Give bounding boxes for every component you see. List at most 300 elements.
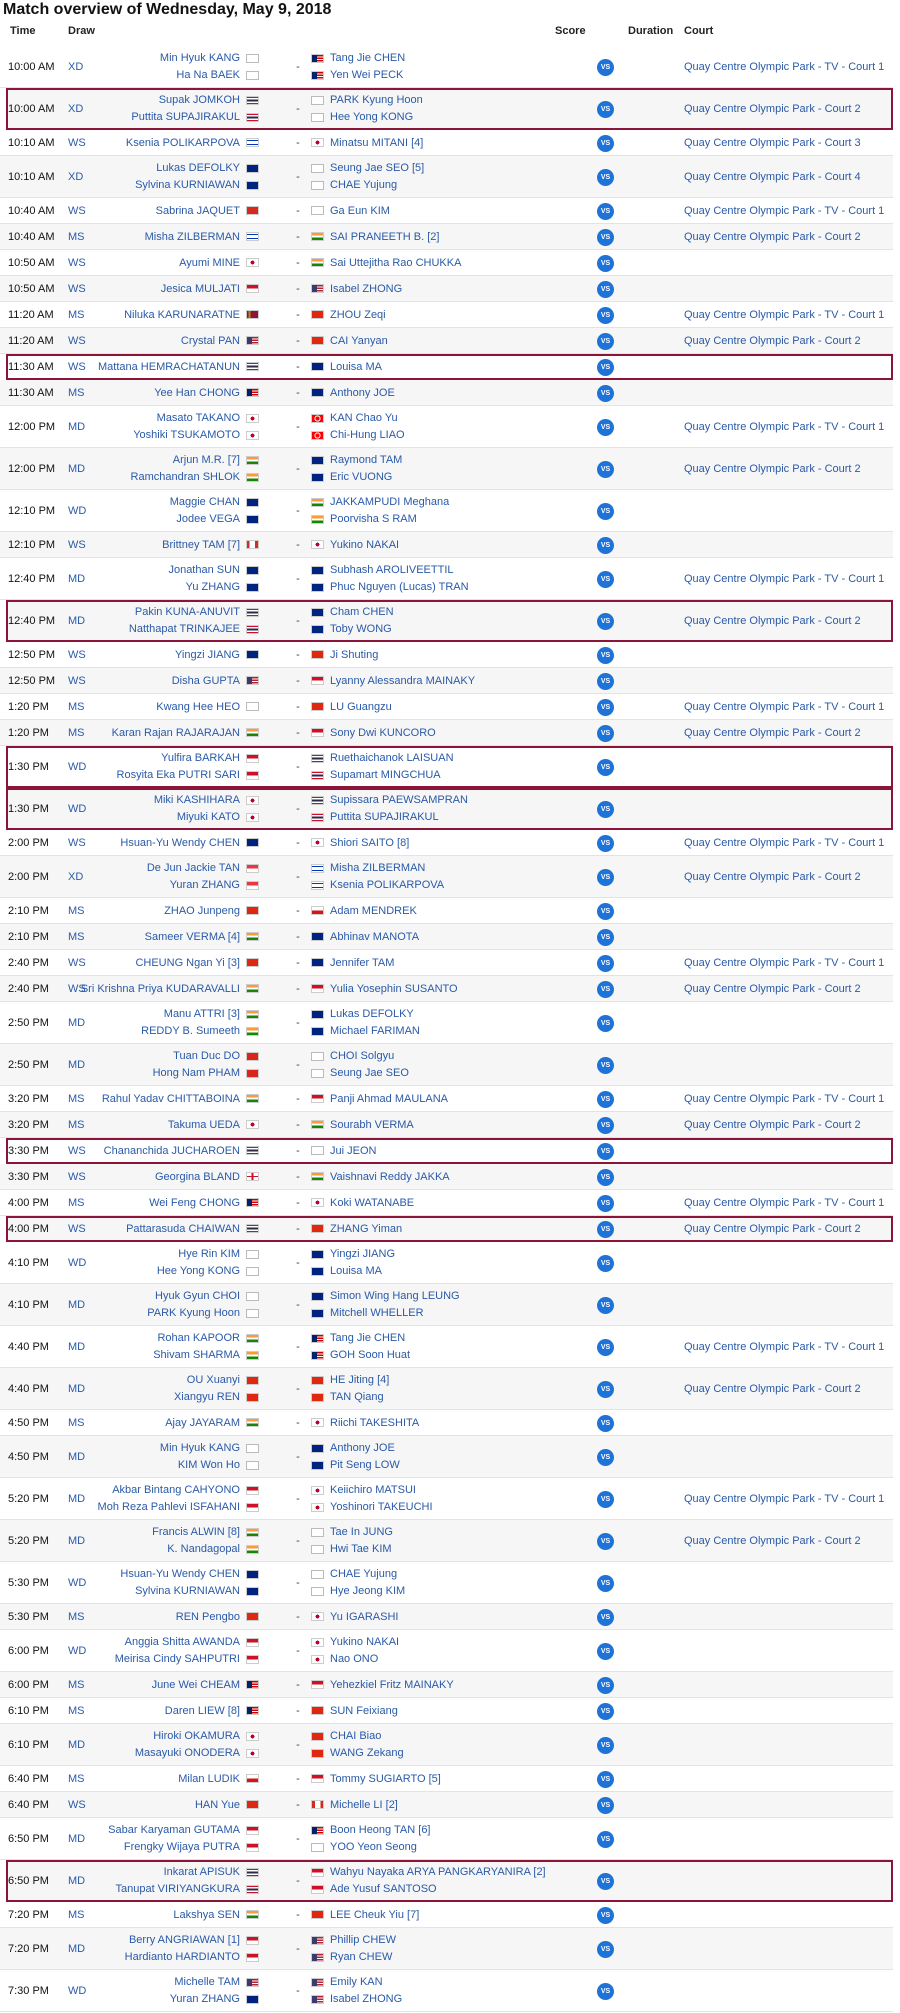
draw-link[interactable]: XD [68,170,84,183]
table-row[interactable] [0,1326,893,1368]
vs-icon[interactable]: VS [597,1873,614,1890]
draw-link[interactable]: MS [68,700,85,713]
vs-icon[interactable]: VS [597,333,614,350]
player-name-link[interactable]: Sony Dwi KUNCORO [330,726,436,739]
vs-icon[interactable]: VS [597,135,614,152]
player-name-link[interactable]: Michelle LI [2] [330,1798,398,1811]
vs-icon[interactable]: VS [597,1771,614,1788]
player-name-link[interactable]: TAN Qiang [330,1391,384,1403]
player-name-link[interactable]: Shiori SAITO [8] [330,836,410,849]
table-row[interactable] [0,720,893,746]
vs-icon[interactable]: VS [597,1797,614,1814]
draw-link[interactable]: WD [68,1644,87,1657]
player-name-link[interactable]: Francis ALWIN [8] [152,1526,240,1538]
player-name-link[interactable]: Tanupat VIRIYANGKURA [115,1883,240,1895]
player-name-link[interactable]: SAI PRANEETH B. [2] [330,230,440,243]
table-row[interactable] [0,1520,893,1562]
player-name-link[interactable]: Tang Jie CHEN [330,52,406,64]
player-name-link[interactable]: Adam MENDREK [330,904,417,917]
player-name-link[interactable]: Hee Yong KONG [330,111,414,123]
draw-link[interactable]: WD [68,760,87,773]
table-row[interactable] [0,1002,893,1044]
player-name-link[interactable]: Tommy SUGIARTO [5] [330,1772,441,1785]
player-name-link[interactable]: Keiichiro MATSUI [330,1484,416,1496]
player-name-link[interactable]: Abhinav MANOTA [330,930,420,943]
court-link[interactable]: Quay Centre Olympic Park - TV - Court 1 [684,1492,885,1505]
draw-link[interactable]: WS [68,674,86,687]
player-name-link[interactable]: Chananchida JUCHAROEN [103,1144,240,1157]
player-name-link[interactable]: Yukino NAKAI [330,1636,400,1648]
player-name-link[interactable]: Ajay JAYARAM [165,1416,240,1429]
player-name-link[interactable]: Seung Jae SEO [330,1067,409,1079]
player-name-link[interactable]: Rohan KAPOOR [157,1332,240,1344]
player-name-link[interactable]: Milan LUDIK [178,1772,240,1785]
player-name-link[interactable]: Yulfira BARKAH [161,752,240,764]
vs-icon[interactable]: VS [597,1381,614,1398]
vs-icon[interactable]: VS [597,613,614,630]
player-name-link[interactable]: Tuan Duc DO [173,1050,240,1062]
vs-icon[interactable]: VS [597,1983,614,2000]
player-name-link[interactable]: LU Guangzu [330,700,392,713]
draw-link[interactable]: MD [68,1340,86,1353]
table-row[interactable] [0,976,893,1002]
court-link[interactable]: Quay Centre Olympic Park - Court 2 [684,1534,861,1547]
player-name-link[interactable]: Chi-Hung LIAO [330,429,405,441]
court-link[interactable]: Quay Centre Olympic Park - Court 2 [684,870,861,883]
player-name-link[interactable]: Jennifer TAM [330,956,395,969]
player-name-link[interactable]: Hee Yong KONG [156,1265,240,1277]
player-name-link[interactable]: Wahyu Nayaka ARYA PANGKARYANIRA [2] [330,1866,546,1878]
vs-icon[interactable]: VS [597,101,614,118]
draw-link[interactable]: WS [68,956,86,969]
player-name-link[interactable]: Hye Rin KIM [178,1248,240,1260]
table-row[interactable] [0,276,893,302]
table-row[interactable] [0,250,893,276]
table-row[interactable] [0,1698,893,1724]
player-name-link[interactable]: Karan Rajan RAJARAJAN [111,726,240,739]
court-link[interactable]: Quay Centre Olympic Park - Court 2 [684,1382,861,1395]
table-row[interactable] [0,1478,893,1520]
player-name-link[interactable]: Lukas DEFOLKY [330,1008,414,1020]
player-name-link[interactable]: PARK Kyung Hoon [147,1307,240,1319]
table-row[interactable] [0,1562,893,1604]
draw-link[interactable]: MD [68,572,86,585]
table-row-highlighted[interactable] [6,600,893,642]
player-name-link[interactable]: Ade Yusuf SANTOSO [330,1883,437,1895]
draw-link[interactable]: MD [68,614,86,627]
draw-link[interactable]: WS [68,1144,86,1157]
player-name-link[interactable]: Akbar Bintang CAHYONO [112,1484,240,1496]
player-name-link[interactable]: Raymond TAM [330,454,403,466]
player-name-link[interactable]: Maggie CHAN [169,496,240,508]
table-row[interactable] [0,198,893,224]
player-name-link[interactable]: Yukino NAKAI [330,538,400,551]
draw-link[interactable]: XD [68,870,84,883]
vs-icon[interactable]: VS [597,1677,614,1694]
table-row[interactable] [0,1368,893,1410]
player-name-link[interactable]: Ga Eun KIM [330,204,390,217]
vs-icon[interactable]: VS [597,1575,614,1592]
player-name-link[interactable]: Jesica MULJATI [160,282,240,295]
court-link[interactable]: Quay Centre Olympic Park - TV - Court 1 [684,700,885,713]
player-name-link[interactable]: Yoshinori TAKEUCHI [330,1501,433,1513]
player-name-link[interactable]: Masato TAKANO [156,412,240,424]
vs-icon[interactable]: VS [597,1339,614,1356]
table-row[interactable] [0,380,893,406]
player-name-link[interactable]: Disha GUPTA [171,674,240,687]
player-name-link[interactable]: K. Nandagopal [167,1543,240,1555]
player-name-link[interactable]: GOH Soon Huat [330,1349,411,1361]
vs-icon[interactable]: VS [597,1415,614,1432]
player-name-link[interactable]: Tang Jie CHEN [330,1332,406,1344]
player-name-link[interactable]: CHAI Biao [330,1730,382,1742]
table-row-highlighted[interactable] [6,746,893,788]
player-name-link[interactable]: Takuma UEDA [167,1118,240,1131]
draw-link[interactable]: MD [68,462,86,475]
table-row[interactable] [0,448,893,490]
player-name-link[interactable]: Xiangyu REN [173,1391,240,1403]
draw-link[interactable]: WS [68,538,86,551]
vs-icon[interactable]: VS [597,307,614,324]
table-row[interactable] [0,1928,893,1970]
draw-link[interactable]: WS [68,1222,86,1235]
player-name-link[interactable]: Hye Jeong KIM [330,1585,406,1597]
vs-icon[interactable]: VS [597,647,614,664]
player-name-link[interactable]: Anggia Shitta AWANDA [124,1636,240,1648]
vs-icon[interactable]: VS [597,903,614,920]
player-name-link[interactable]: KIM Won Ho [177,1459,240,1471]
table-row[interactable] [0,1410,893,1436]
player-name-link[interactable]: HE Jiting [4] [330,1374,390,1386]
vs-icon[interactable]: VS [597,1057,614,1074]
vs-icon[interactable]: VS [597,359,614,376]
player-name-link[interactable]: Sri Krishna Priya KUDARAVALLI [80,982,240,995]
court-link[interactable]: Quay Centre Olympic Park - Court 2 [684,230,861,243]
player-name-link[interactable]: Arjun M.R. [7] [172,454,240,466]
player-name-link[interactable]: Lyanny Alessandra MAINAKY [330,674,476,687]
draw-link[interactable]: XD [68,60,84,73]
vs-icon[interactable]: VS [597,1221,614,1238]
player-name-link[interactable]: OU Xuanyi [186,1374,240,1386]
player-name-link[interactable]: Lukas DEFOLKY [156,162,240,174]
vs-icon[interactable]: VS [597,1491,614,1508]
court-link[interactable]: Quay Centre Olympic Park - Court 2 [684,102,861,115]
draw-link[interactable]: MS [68,1678,85,1691]
table-row[interactable] [0,830,893,856]
court-link[interactable]: Quay Centre Olympic Park - TV - Court 1 [684,1196,885,1209]
table-row[interactable] [0,406,893,448]
draw-link[interactable]: MS [68,1704,85,1717]
player-name-link[interactable]: LEE Cheuk Yiu [7] [330,1908,420,1921]
vs-icon[interactable]: VS [597,869,614,886]
vs-icon[interactable]: VS [597,1117,614,1134]
player-name-link[interactable]: Sylvina KURNIAWAN [135,1585,240,1597]
player-name-link[interactable]: CHAE Yujung [330,1568,398,1580]
player-name-link[interactable]: Isabel ZHONG [330,282,403,295]
player-name-link[interactable]: Crystal PAN [180,334,240,347]
player-name-link[interactable]: Georgina BLAND [155,1170,240,1183]
player-name-link[interactable]: CHEUNG Ngan Yi [3] [135,956,240,969]
vs-icon[interactable]: VS [597,229,614,246]
draw-link[interactable]: MD [68,1534,86,1547]
vs-icon[interactable]: VS [597,1255,614,1272]
draw-link[interactable]: WD [68,1256,87,1269]
player-name-link[interactable]: Yingzi JIANG [174,648,240,661]
player-name-link[interactable]: Panji Ahmad MAULANA [330,1092,448,1105]
draw-link[interactable]: WS [68,982,86,995]
draw-link[interactable]: MS [68,308,85,321]
player-name-link[interactable]: Ksenia POLIKARPOVA [330,879,445,891]
player-name-link[interactable]: Vaishnavi Reddy JAKKA [330,1170,450,1183]
court-link[interactable]: Quay Centre Olympic Park - Court 3 [684,136,861,149]
draw-link[interactable]: WS [68,334,86,347]
draw-link[interactable]: WD [68,504,87,517]
player-name-link[interactable]: Seung Jae SEO [5] [330,162,425,174]
player-name-link[interactable]: Yoshiki TSUKAMOTO [133,429,240,441]
court-link[interactable]: Quay Centre Olympic Park - TV - Court 1 [684,308,885,321]
draw-link[interactable]: WS [68,1798,86,1811]
player-name-link[interactable]: Brittney TAM [7] [162,538,240,551]
draw-link[interactable]: WD [68,802,87,815]
player-name-link[interactable]: Anthony JOE [330,1442,395,1454]
table-row-highlighted[interactable] [6,88,893,130]
player-name-link[interactable]: Toby WONG [330,623,392,635]
table-row[interactable] [0,1436,893,1478]
draw-link[interactable]: MD [68,1738,86,1751]
vs-icon[interactable]: VS [597,1297,614,1314]
vs-icon[interactable]: VS [597,929,614,946]
player-name-link[interactable]: Isabel ZHONG [330,1993,403,2005]
player-name-link[interactable]: Tae In JUNG [330,1526,393,1538]
player-name-link[interactable]: Miki KASHIHARA [153,794,240,806]
table-row[interactable] [0,1818,893,1860]
table-row[interactable] [0,1724,893,1766]
player-name-link[interactable]: Hiroki OKAMURA [153,1730,240,1742]
player-name-link[interactable]: Subhash AROLIVEETTIL [330,564,454,576]
player-name-link[interactable]: Supissara PAEWSAMPRAN [330,794,468,806]
player-name-link[interactable]: Rahul Yadav CHITTABOINA [101,1092,240,1105]
player-name-link[interactable]: Yuran ZHANG [169,1993,240,2005]
draw-link[interactable]: MS [68,1610,85,1623]
player-name-link[interactable]: Jonathan SUN [168,564,240,576]
table-row[interactable] [0,302,893,328]
vs-icon[interactable]: VS [597,503,614,520]
court-link[interactable]: Quay Centre Olympic Park - TV - Court 1 [684,420,885,433]
vs-icon[interactable]: VS [597,1609,614,1626]
table-row[interactable] [0,1242,893,1284]
table-row[interactable] [0,532,893,558]
player-name-link[interactable]: Yee Han CHONG [154,386,240,399]
vs-icon[interactable]: VS [597,571,614,588]
player-name-link[interactable]: Anthony JOE [330,386,395,399]
player-name-link[interactable]: Michael FARIMAN [330,1025,420,1037]
court-link[interactable]: Quay Centre Olympic Park - Court 2 [684,982,861,995]
player-name-link[interactable]: PARK Kyung Hoon [330,94,423,106]
player-name-link[interactable]: Masayuki ONODERA [134,1747,240,1759]
table-row[interactable] [0,1044,893,1086]
draw-link[interactable]: MD [68,420,86,433]
vs-icon[interactable]: VS [597,1703,614,1720]
player-name-link[interactable]: Yen Wei PECK [330,69,404,81]
player-name-link[interactable]: Sabrina JAQUET [155,204,240,217]
player-name-link[interactable]: Ryan CHEW [330,1951,393,1963]
player-name-link[interactable]: Pakin KUNA-ANUVIT [134,606,240,618]
vs-icon[interactable]: VS [597,759,614,776]
draw-link[interactable]: XD [68,102,84,115]
player-name-link[interactable]: Puttita SUPAJIRAKUL [131,111,240,123]
vs-icon[interactable]: VS [597,1941,614,1958]
player-name-link[interactable]: Yu ZHANG [185,581,240,593]
table-row[interactable] [0,156,893,198]
player-name-link[interactable]: Shivam SHARMA [153,1349,240,1361]
player-name-link[interactable]: Min Hyuk KANG [159,52,240,64]
table-row[interactable] [0,642,893,668]
vs-icon[interactable]: VS [597,699,614,716]
draw-link[interactable]: MD [68,1874,86,1887]
player-name-link[interactable]: Michelle TAM [174,1976,240,1988]
player-name-link[interactable]: Sameer VERMA [4] [144,930,240,943]
player-name-link[interactable]: Hsuan-Yu Wendy CHEN [120,836,240,849]
player-name-link[interactable]: Yuran ZHANG [169,879,240,891]
player-name-link[interactable]: Yingzi JIANG [330,1248,396,1260]
vs-icon[interactable]: VS [597,955,614,972]
player-name-link[interactable]: Emily KAN [330,1976,383,1988]
table-row[interactable] [0,898,893,924]
player-name-link[interactable]: Poorvisha S RAM [330,513,417,525]
player-name-link[interactable]: Sylvina KURNIAWAN [135,179,240,191]
player-name-link[interactable]: Supamart MINGCHUA [330,769,441,781]
player-name-link[interactable]: Min Hyuk KANG [159,1442,240,1454]
player-name-link[interactable]: Cham CHEN [330,606,394,618]
player-name-link[interactable]: Sai Uttejitha Rao CHUKKA [330,256,462,269]
player-name-link[interactable]: Mitchell WHELLER [330,1307,424,1319]
draw-link[interactable]: MS [68,1416,85,1429]
vs-icon[interactable]: VS [597,1533,614,1550]
player-name-link[interactable]: YOO Yeon Seong [330,1841,417,1853]
player-name-link[interactable]: Pattarasuda CHAIWAN [126,1222,240,1235]
player-name-link[interactable]: Jui JEON [330,1144,377,1157]
player-name-link[interactable]: June Wei CHEAM [151,1678,240,1691]
vs-icon[interactable]: VS [597,835,614,852]
table-row-highlighted[interactable] [6,1860,893,1902]
draw-link[interactable]: WD [68,1984,87,1997]
table-row[interactable] [0,328,893,354]
table-row[interactable] [0,1190,893,1216]
player-name-link[interactable]: Frengky Wijaya PUTRA [123,1841,240,1853]
player-name-link[interactable]: CHOI Solgyu [330,1050,395,1062]
draw-link[interactable]: MD [68,1382,86,1395]
table-row[interactable] [0,694,893,720]
draw-link[interactable]: MD [68,1016,86,1029]
vs-icon[interactable]: VS [597,203,614,220]
vs-icon[interactable]: VS [597,1195,614,1212]
player-name-link[interactable]: Daren LIEW [8] [164,1704,240,1717]
player-name-link[interactable]: Sabar Karyaman GUTAMA [108,1824,240,1836]
draw-link[interactable]: MS [68,1118,85,1131]
draw-link[interactable]: WD [68,1576,87,1589]
player-name-link[interactable]: Supak JOMKOH [158,94,240,106]
table-row[interactable] [0,950,893,976]
player-name-link[interactable]: REN Pengbo [175,1610,240,1623]
player-name-link[interactable]: Pit Seng LOW [330,1459,400,1471]
vs-icon[interactable]: VS [597,169,614,186]
player-name-link[interactable]: Rosyita Eka PUTRI SARI [116,769,240,781]
court-link[interactable]: Quay Centre Olympic Park - Court 2 [684,1118,861,1131]
player-name-link[interactable]: Jodee VEGA [176,513,240,525]
court-link[interactable]: Quay Centre Olympic Park - Court 2 [684,462,861,475]
draw-link[interactable]: MS [68,1196,85,1209]
vs-icon[interactable]: VS [597,1169,614,1186]
player-name-link[interactable]: Meirisa Cindy SAHPUTRI [114,1653,240,1665]
vs-icon[interactable]: VS [597,1831,614,1848]
table-row[interactable] [0,1604,893,1630]
table-row[interactable] [0,924,893,950]
player-name-link[interactable]: Misha ZILBERMAN [144,230,240,243]
vs-icon[interactable]: VS [597,59,614,76]
table-row-highlighted[interactable] [6,354,893,380]
table-row[interactable] [0,1164,893,1190]
vs-icon[interactable]: VS [597,725,614,742]
table-row[interactable] [0,46,893,88]
draw-link[interactable]: MS [68,1772,85,1785]
player-name-link[interactable]: Hwi Tae KIM [330,1543,392,1555]
player-name-link[interactable]: Kwang Hee HEO [156,700,240,713]
vs-icon[interactable]: VS [597,1643,614,1660]
table-row[interactable] [0,1792,893,1818]
draw-link[interactable]: WS [68,136,86,149]
player-name-link[interactable]: ZHOU Zeqi [330,308,386,321]
vs-icon[interactable]: VS [597,801,614,818]
table-row[interactable] [0,1672,893,1698]
player-name-link[interactable]: Mattana HEMRACHATANUN [97,360,240,373]
player-name-link[interactable]: Natthapat TRINKAJEE [128,623,240,635]
player-name-link[interactable]: Ksenia POLIKARPOVA [125,136,240,149]
player-name-link[interactable]: Ruethaichanok LAISUAN [330,752,454,764]
player-name-link[interactable]: Riichi TAKESHITA [330,1416,420,1429]
draw-link[interactable]: WS [68,282,86,295]
court-link[interactable]: Quay Centre Olympic Park - TV - Court 1 [684,572,885,585]
vs-icon[interactable]: VS [597,461,614,478]
table-row-highlighted[interactable] [6,1216,893,1242]
draw-link[interactable]: WS [68,204,86,217]
player-name-link[interactable]: Eric VUONG [330,471,393,483]
vs-icon[interactable]: VS [597,255,614,272]
draw-link[interactable]: MS [68,386,85,399]
draw-link[interactable]: MS [68,904,85,917]
table-row[interactable] [0,1284,893,1326]
draw-link[interactable]: WS [68,648,86,661]
table-row[interactable] [0,1112,893,1138]
vs-icon[interactable]: VS [597,981,614,998]
table-row[interactable] [0,856,893,898]
player-name-link[interactable]: Ha Na BAEK [176,69,240,81]
table-row-highlighted[interactable] [6,788,893,830]
vs-icon[interactable]: VS [597,1449,614,1466]
player-name-link[interactable]: Sourabh VERMA [330,1118,414,1131]
player-name-link[interactable]: Ramchandran SHLOK [130,471,240,483]
player-name-link[interactable]: ZHAO Junpeng [164,904,240,917]
vs-icon[interactable]: VS [597,1737,614,1754]
draw-link[interactable]: MD [68,1942,86,1955]
player-name-link[interactable]: Hong Nam PHAM [152,1067,240,1079]
court-link[interactable]: Quay Centre Olympic Park - TV - Court 1 [684,1340,885,1353]
vs-icon[interactable]: VS [597,1015,614,1032]
vs-icon[interactable]: VS [597,1907,614,1924]
vs-icon[interactable]: VS [597,537,614,554]
draw-link[interactable]: MS [68,1092,85,1105]
table-row[interactable] [0,1970,893,2012]
table-row[interactable] [0,130,893,156]
